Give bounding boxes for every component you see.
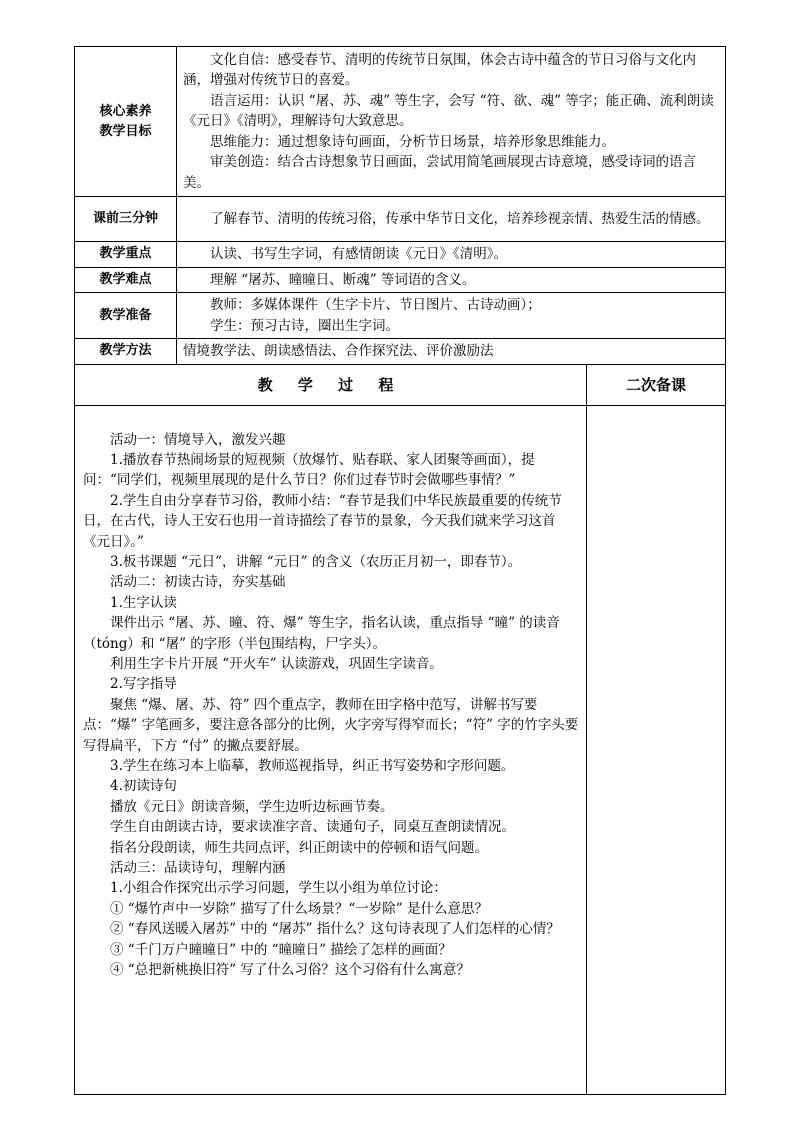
content-key-points	[177, 242, 726, 268]
objective-thinking: 思维能力：通过想象诗句画面，分析节日场景，培养形象思维能力。	[210, 133, 615, 150]
content-difficulties	[177, 267, 726, 293]
preparation-teacher: 教师：多媒体课件（生字卡片、节日图片、古诗动画）；	[210, 297, 541, 313]
label-pre-class: 课前三分钟	[75, 197, 177, 242]
label-key-points: 教学重点	[75, 242, 177, 268]
activity-2-title: 活动二：初读古诗，夯实基础	[110, 574, 286, 591]
row-preparation	[75, 293, 726, 339]
objective-language: 语言运用：认识 “屠、苏、魂” 等生字，会写 “符、欲、魂” 等字；能正确、流利朗读《元日》《清明》，理解诗句大致意思。	[183, 92, 714, 130]
activity-2-text-4: 播放《元日》朗读音频，学生边听边标画节奏。	[110, 798, 394, 815]
content-pre-class	[177, 197, 726, 242]
activity-1-step-2: 2.学生自由分享春节习俗，教师小结：“春节是我们中华民族最重要的传统节日，在古代，诗人王安石也用一首诗描绘了春节的景象，今天我们就来学习这首《元日》。”	[83, 492, 562, 550]
second-prep-header: 二次备课	[587, 364, 726, 405]
row-key-points	[75, 242, 726, 268]
activity-2-text-3: 聚焦 “爆、屠、苏、符” 四个重点字，教师在田字格中范写，讲解书写要点：“爆” 字笔画多，要注意各部分的比例，火字旁写得窄而长；“符” 字的竹字头要写得扁平，下方 “付” 的撇点要舒展。	[83, 696, 579, 754]
objective-aesthetic: 审美创造：结合古诗想象节日画面，尝试用简笔画展现古诗意境，感受诗词的语言美。	[183, 154, 696, 191]
activity-2-text-5: 学生自由朗读古诗，要求读准字音、读通句子，同桌互查朗读情况。	[110, 819, 515, 836]
activity-2-sub-1: 1.生字认读	[110, 594, 177, 611]
activity-3-question-2: ② “春风送暖入屠苏” 中的 “屠苏” 指什么？这句诗表现了人们怎样的心情？	[110, 921, 560, 938]
label-methods: 教学方法	[75, 339, 177, 365]
activity-3-question-1: ① “爆竹声中一岁除” 描写了什么场景？“一岁除” 是什么意思？	[110, 900, 488, 917]
preparation-student: 学生：预习古诗，圈出生字词。	[210, 317, 399, 334]
objective-culture: 文化自信：感受春节、清明的传统节日氛围，体会古诗中蕴含的节日习俗与文化内涵，增强对传统节日的喜爱。	[183, 51, 696, 89]
activity-2-sub-3: 3.学生在练习本上临摹，教师巡视指导，纠正书写姿势和字形问题。	[110, 758, 515, 774]
activity-1-step-3: 3.板书课题 “元日”，讲解 “元日” 的含义（农历正月初一，即春节）。	[110, 553, 522, 570]
label-core-objectives-line1: 核心素养	[99, 103, 152, 119]
activity-2-text-1: 课件出示 “屠、苏、曈、符、爆” 等生字，指名认读，重点指导 “曈” 的读音（tóng）和 “屠” 的字形（半包围结构，尸字头）。	[83, 615, 560, 652]
label-core-objectives	[75, 47, 177, 197]
label-difficulties: 教学难点	[75, 267, 177, 293]
second-prep-notes	[587, 405, 726, 1094]
activity-2-text-6: 指名分段朗读，师生共同点评，纠正朗读中的停顿和语气问题。	[110, 839, 488, 856]
row-difficulties	[75, 267, 726, 293]
activity-3-sub-1: 1.小组合作探究出示学习问题，学生以小组为单位讨论：	[110, 880, 447, 897]
activity-3-title: 活动三：品读诗句，理解内涵	[110, 860, 286, 877]
row-process-body	[75, 405, 726, 1094]
lesson-plan-page	[74, 46, 724, 1095]
content-core-objectives	[177, 47, 726, 197]
activity-2-text-2: 利用生字卡片开展 “开火车” 认读游戏，巩固生字读音。	[110, 655, 443, 672]
activity-2-sub-2: 2.写字指导	[110, 676, 177, 693]
activity-1-title: 活动一：情境导入，激发兴趣	[110, 431, 286, 448]
row-process-header	[75, 364, 726, 405]
label-core-objectives-line2: 教学目标	[99, 123, 152, 139]
activity-3-question-4: ④ “总把新桃换旧符” 写了什么习俗？这个习俗有什么寓意？	[110, 962, 470, 979]
activity-2-sub-4: 4.初读诗句	[110, 778, 177, 795]
content-preparation	[177, 293, 726, 339]
row-core-objectives	[75, 47, 726, 197]
row-pre-class	[75, 197, 726, 242]
difficulties-text: 理解 “屠苏、曈曈日、断魂” 等词语的含义。	[210, 271, 476, 288]
process-content	[75, 405, 587, 1094]
process-header: 教 学 过 程	[75, 364, 587, 405]
pre-class-text: 了解春节、清明的传统习俗，传承中华节日文化，培养珍视亲情、热爱生活的情感。	[210, 210, 710, 227]
key-points-text: 认读、书写生字词，有感情朗读《元日》《清明》。	[210, 246, 507, 262]
content-methods	[177, 339, 726, 365]
activity-3-question-3: ③ “千门万户曈曈日” 中的 “曈曈日” 描绘了怎样的画面？	[110, 941, 452, 958]
label-preparation: 教学准备	[75, 293, 177, 339]
row-methods	[75, 339, 726, 365]
methods-text: 情境教学法、朗读感悟法、合作探究法、评价激励法	[183, 343, 494, 359]
lesson-plan-table	[74, 46, 726, 1095]
activity-1-step-1: 1.播放春节热闹场景的短视频（放爆竹、贴春联、家人团聚等画面），提问：“同学们，视频里展现的是什么节日？你们过春节时会做哪些事情？”	[83, 451, 535, 489]
